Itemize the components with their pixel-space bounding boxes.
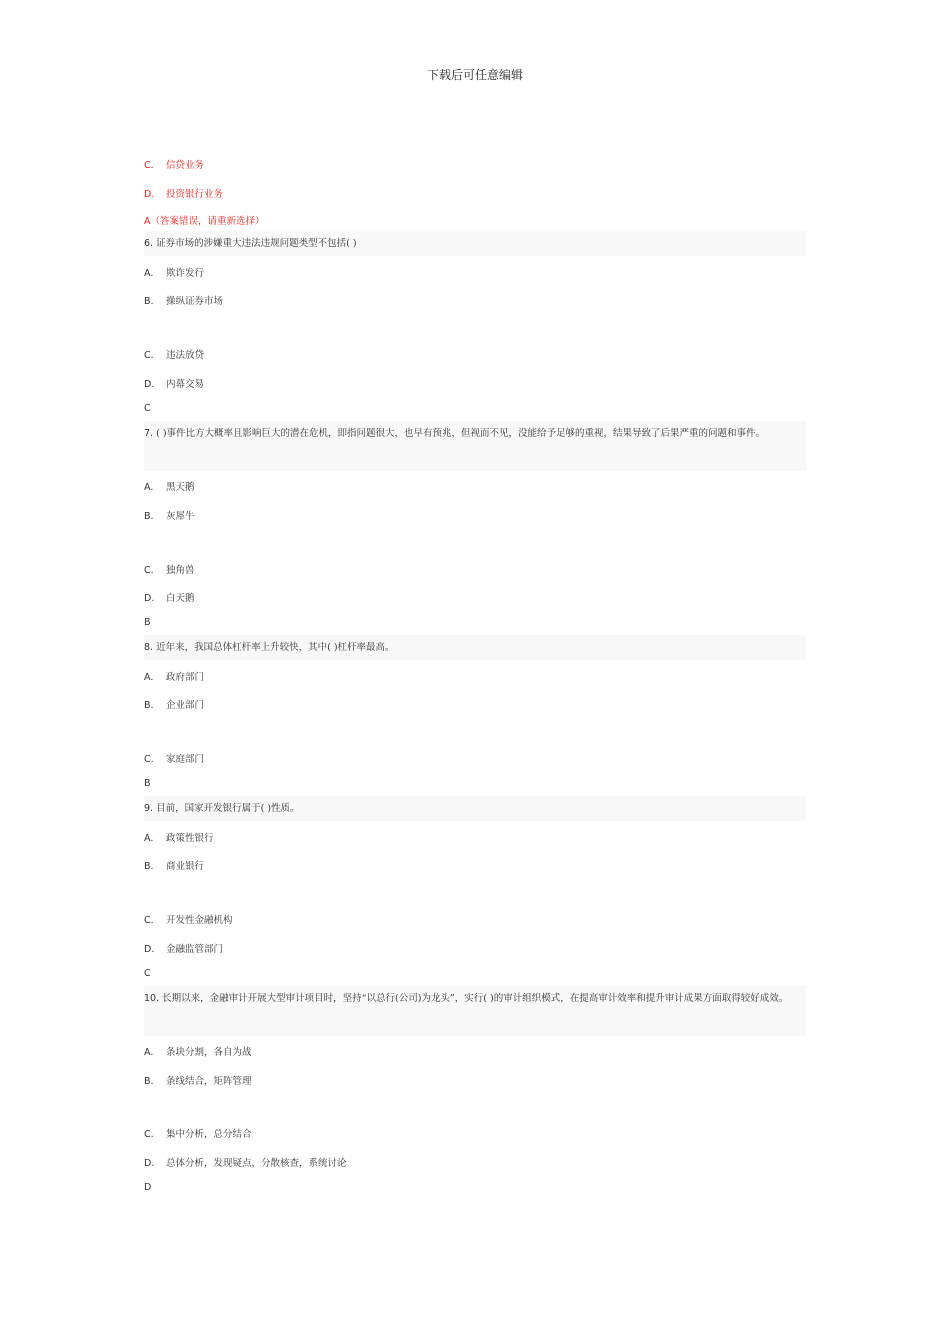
- option-text: 家庭部门: [166, 754, 205, 765]
- option-letter: B.: [144, 700, 154, 711]
- question-number: 8.: [144, 642, 154, 653]
- option-text: 集中分析，总分结合: [166, 1129, 252, 1140]
- option-letter: A.: [144, 268, 154, 279]
- option-text: 灰犀牛: [166, 511, 195, 522]
- question-number: 7.: [144, 428, 154, 439]
- option-text: 信贷业务: [166, 160, 205, 171]
- option-d[interactable]: [144, 376, 204, 390]
- option-letter: A.: [144, 833, 154, 844]
- question-7: [144, 421, 806, 471]
- question-number: 6.: [144, 238, 154, 249]
- option-text: 条块分割，各自为战: [166, 1047, 252, 1058]
- option-letter: C.: [144, 565, 154, 576]
- answer: C: [144, 403, 151, 414]
- option-text: 操纵证券市场: [166, 296, 224, 307]
- option-d[interactable]: [144, 186, 223, 200]
- option-b[interactable]: [144, 508, 195, 522]
- option-letter: D.: [144, 189, 155, 200]
- question-6: [144, 231, 806, 256]
- answer: B: [144, 617, 151, 628]
- option-letter: C.: [144, 1129, 154, 1140]
- option-c[interactable]: [144, 562, 195, 576]
- option-text: 欺诈发行: [166, 268, 205, 279]
- option-d[interactable]: [144, 941, 223, 955]
- answer-feedback: [144, 213, 265, 227]
- question-8: [144, 635, 806, 660]
- question-text: 目前，国家开发银行属于( )性质。: [156, 803, 300, 814]
- option-text: 企业部门: [166, 700, 205, 711]
- option-c[interactable]: [144, 347, 204, 361]
- option-d[interactable]: [144, 590, 195, 604]
- option-c[interactable]: [144, 1126, 252, 1140]
- option-b[interactable]: [144, 293, 223, 307]
- option-text: 金融监管部门: [166, 944, 224, 955]
- option-b[interactable]: [144, 858, 204, 872]
- answer-note: （答案错误，请重新选择）: [150, 216, 265, 227]
- option-letter: A.: [144, 672, 154, 683]
- question-text: 近年来，我国总体杠杆率上升较快，其中( )杠杆率最高。: [156, 642, 395, 653]
- option-text: 开发性金融机构: [166, 915, 233, 926]
- question-10: [144, 986, 806, 1036]
- option-letter: B.: [144, 511, 154, 522]
- option-letter: D.: [144, 593, 155, 604]
- answer: C: [144, 968, 151, 979]
- option-letter: D.: [144, 1158, 155, 1169]
- option-text: 违法放贷: [166, 350, 205, 361]
- option-letter: C.: [144, 915, 154, 926]
- answer: B: [144, 778, 151, 789]
- option-d[interactable]: [144, 1155, 347, 1169]
- option-letter: D.: [144, 379, 155, 390]
- answer: D: [144, 1182, 152, 1193]
- option-text: 独角兽: [166, 565, 195, 576]
- question-text: 长期以来，金融审计开展大型审计项目时，坚持“以总行(公司)为龙头”，实行( )的审计组织模式，在提高审计效率和提升审计成果方面取得较好成效。: [162, 993, 789, 1004]
- question-number: 10.: [144, 993, 160, 1004]
- question-number: 9.: [144, 803, 154, 814]
- option-a[interactable]: [144, 830, 214, 844]
- option-text: 白天鹅: [166, 593, 195, 604]
- option-text: 内幕交易: [166, 379, 205, 390]
- option-text: 商业银行: [166, 861, 205, 872]
- option-letter: B.: [144, 861, 154, 872]
- question-9: [144, 796, 806, 821]
- answer-letter: A: [144, 216, 151, 227]
- option-c[interactable]: [144, 157, 204, 171]
- option-letter: C.: [144, 754, 154, 765]
- option-a[interactable]: [144, 265, 204, 279]
- option-c[interactable]: [144, 751, 204, 765]
- option-a[interactable]: [144, 1044, 252, 1058]
- option-text: 投资银行业务: [166, 189, 224, 200]
- option-text: 政策性银行: [166, 833, 214, 844]
- option-letter: C.: [144, 160, 154, 171]
- option-b[interactable]: [144, 697, 204, 711]
- option-letter: A.: [144, 1047, 154, 1058]
- option-letter: D.: [144, 944, 155, 955]
- option-letter: A.: [144, 482, 154, 493]
- question-text: 证券市场的涉嫌重大违法违规问题类型不包括( ): [156, 238, 357, 249]
- option-text: 条线结合，矩阵管理: [166, 1076, 252, 1087]
- option-b[interactable]: [144, 1073, 252, 1087]
- option-letter: B.: [144, 1076, 154, 1087]
- option-letter: C.: [144, 350, 154, 361]
- option-c[interactable]: [144, 912, 233, 926]
- option-letter: B.: [144, 296, 154, 307]
- option-a[interactable]: [144, 669, 204, 683]
- page-header: 下载后可任意编辑: [426, 68, 523, 82]
- option-text: 黑天鹅: [166, 482, 195, 493]
- option-text: 总体分析，发现疑点，分散核查，系统讨论: [166, 1158, 347, 1169]
- option-text: 政府部门: [166, 672, 205, 683]
- option-a[interactable]: [144, 479, 195, 493]
- question-text: ( )事件比方大概率且影响巨大的潜在危机，即指问题很大，也早有预兆，但视而不见，没能给予足够的重视，结果导致了后果严重的问题和事件。: [156, 428, 766, 439]
